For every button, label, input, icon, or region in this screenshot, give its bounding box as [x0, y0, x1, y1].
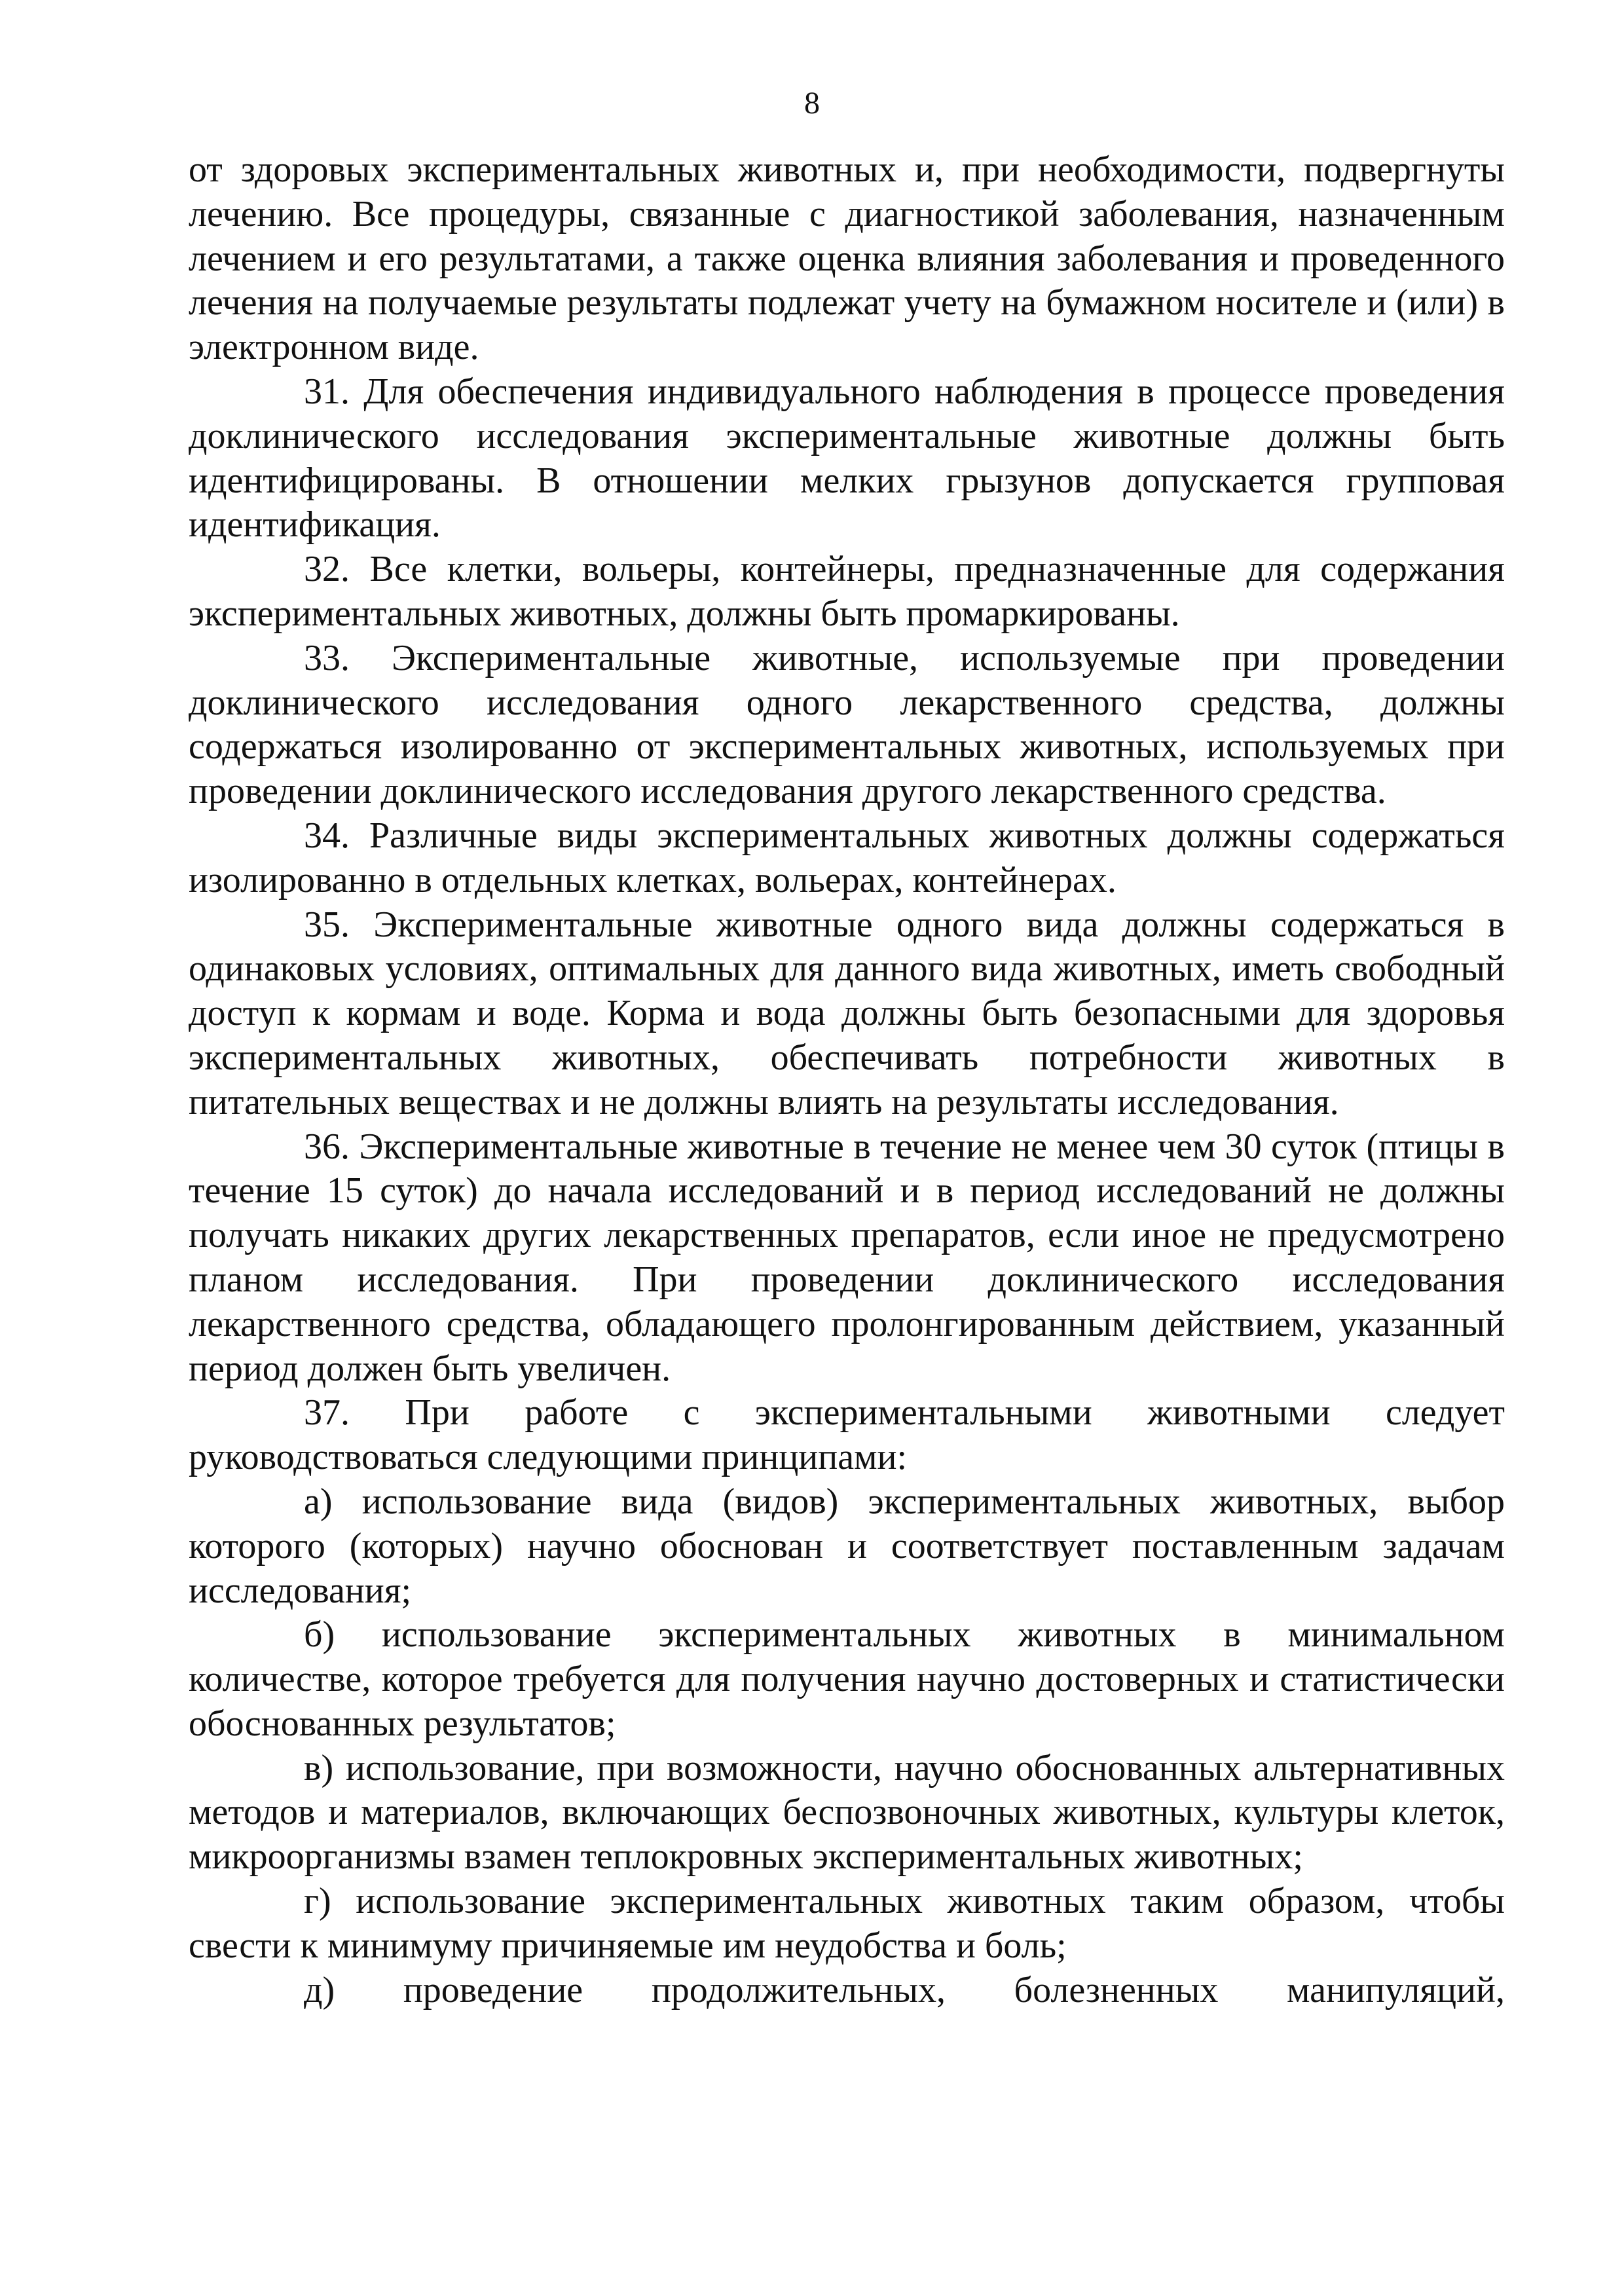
list-item-d: д) проведение продолжительных, болезненных манипуляций,	[304, 1969, 1505, 2010]
list-item-g: г) использование экспериментальных животных таким образом, чтобы свести к минимуму причиняемые им неудобства и боль;	[189, 1881, 1505, 1966]
paragraph-36: 36. Экспериментальные животные в течение не менее чем 30 суток (птицы в течение 15 суток) до начала исследований и в период исследований не должны получать никаких других лекарственных препаратов, если иное не предусмотрено планом исследования. При проведении доклинического исследования лекарственного средства, обладающего пролонгированным действием, указанный период должен быть увеличен.	[189, 1126, 1505, 1389]
list-item-v: в) использование, при возможности, научно обоснованных альтернативных методов и материалов, включающих беспозвоночных животных, культуры клеток, микроорганизмы взамен теплокровных экспериментальных животных;	[189, 1747, 1505, 1878]
document-body	[189, 148, 1505, 2012]
paragraph-34: 34. Различные виды экспериментальных животных должны содержаться изолированно в отдельных клетках, вольерах, контейнерах.	[189, 815, 1505, 900]
paragraph-37: 37. При работе с экспериментальными животными следует руководствоваться следующими принципами:	[189, 1392, 1505, 1478]
list-item-a: а) использование вида (видов) экспериментальных животных, выбор которого (которых) научно обоснован и соответствует поставленным задачам исследования;	[189, 1481, 1505, 1611]
paragraph-35: 35. Экспериментальные животные одного вида должны содержаться в одинаковых условиях, оптимальных для данного вида животных, иметь свободный доступ к кормам и воде. Корма и вода должны быть безопасными для здоровья экспериментальных животных, обеспечивать потребности животных в питательных веществах и не должны влиять на результаты исследования.	[189, 904, 1505, 1122]
paragraph-continuation: от здоровых экспериментальных животных и, при необходимости, подвергнуты лечению. Все процедуры, связанные с диагностикой заболевания, назначенным лечением и его результатами, а также оценка влияния заболевания и проведенного лечения на получаемые результаты подлежат учету на бумажном носителе и (или) в электронном виде.	[189, 149, 1505, 368]
paragraph-31: 31. Для обеспечения индивидуального наблюдения в процессе проведения доклинического исследования экспериментальные животные должны быть идентифицированы. В отношении мелких грызунов допускается групповая идентификация.	[189, 371, 1505, 546]
paragraph-32: 32. Все клетки, вольеры, контейнеры, предназначенные для содержания экспериментальных животных, должны быть промаркированы.	[189, 549, 1505, 634]
list-item-b: б) использование экспериментальных животных в минимальном количестве, которое требуется для получения научно достоверных и статистически обоснованных результатов;	[189, 1614, 1505, 1744]
page-number: 8	[804, 86, 820, 120]
paragraph-33: 33. Экспериментальные животные, используемые при проведении доклинического исследования одного лекарственного средства, должны содержаться изолированно от экспериментальных животных, используемых при проведении доклинического исследования другого лекарственного средства.	[189, 637, 1505, 812]
